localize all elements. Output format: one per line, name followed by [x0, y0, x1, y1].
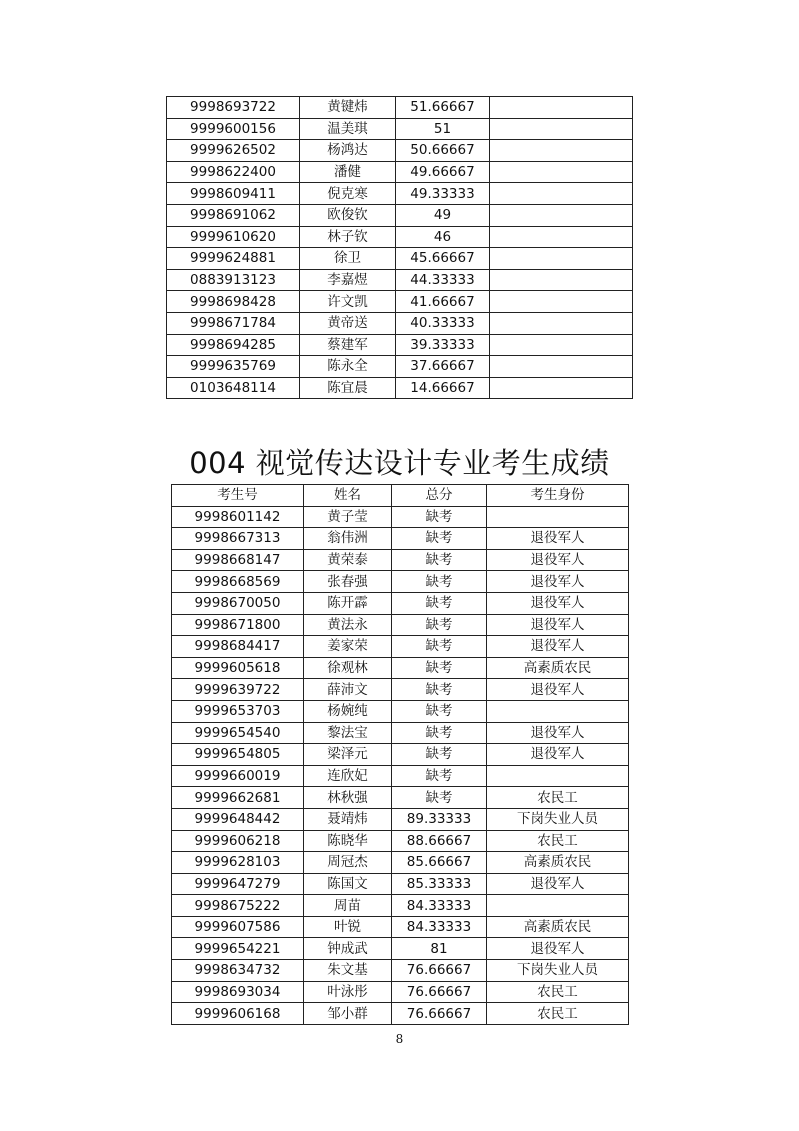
table-row — [172, 614, 629, 636]
cell-total-score: 85.33333 — [392, 873, 487, 895]
cell-name: 杨鸿达 — [300, 140, 396, 162]
cell-exam-number: 9998671784 — [167, 312, 300, 334]
cell-exam-number: 9998684417 — [172, 636, 304, 658]
cell-total-score: 37.66667 — [396, 356, 490, 378]
cell-total-score: 缺考 — [392, 636, 487, 658]
cell-total-score: 缺考 — [392, 614, 487, 636]
cell-name: 姜家荣 — [304, 636, 392, 658]
cell-exam-number: 9999626502 — [167, 140, 300, 162]
cell-name: 周苗 — [304, 895, 392, 917]
cell-total-score: 缺考 — [392, 506, 487, 528]
cell-name: 梁泽元 — [304, 744, 392, 766]
cell-name: 倪克寒 — [300, 183, 396, 205]
cell-candidate-status: 退役军人 — [487, 679, 629, 701]
table-row — [172, 528, 629, 550]
cell-exam-number: 0103648114 — [167, 377, 300, 399]
cell-total-score: 缺考 — [392, 679, 487, 701]
cell-candidate-status: 退役军人 — [487, 571, 629, 593]
cell-name: 薛沛文 — [304, 679, 392, 701]
cell-name: 蔡建军 — [300, 334, 396, 356]
cell-total-score: 46 — [396, 226, 490, 248]
table-row — [167, 269, 633, 291]
cell-exam-number: 9999606218 — [172, 830, 304, 852]
cell-candidate-status — [490, 312, 633, 334]
table-row — [172, 679, 629, 701]
cell-total-score: 89.33333 — [392, 808, 487, 830]
table-row — [172, 938, 629, 960]
cell-exam-number: 9998694285 — [167, 334, 300, 356]
table-row — [172, 700, 629, 722]
cell-name: 欧俊钦 — [300, 204, 396, 226]
cell-exam-number: 9998698428 — [167, 291, 300, 313]
cell-candidate-status — [490, 97, 633, 119]
cell-name: 叶泳彤 — [304, 981, 392, 1003]
cell-candidate-status — [490, 377, 633, 399]
cell-name: 邹小群 — [304, 1003, 392, 1025]
score-table-004 — [171, 484, 629, 1025]
cell-name: 林秋强 — [304, 787, 392, 809]
cell-name: 陈永全 — [300, 356, 396, 378]
cell-exam-number: 9998693034 — [172, 981, 304, 1003]
cell-exam-number: 9999660019 — [172, 765, 304, 787]
cell-name: 徐卫 — [300, 248, 396, 270]
table-row — [172, 506, 629, 528]
cell-exam-number: 9999605618 — [172, 657, 304, 679]
header-exam-number: 考生号 — [172, 485, 304, 507]
cell-candidate-status — [487, 506, 629, 528]
cell-name: 温美琪 — [300, 118, 396, 140]
cell-total-score: 缺考 — [392, 571, 487, 593]
cell-exam-number: 9998693722 — [167, 97, 300, 119]
cell-candidate-status: 下岗失业人员 — [487, 808, 629, 830]
cell-candidate-status: 退役军人 — [487, 528, 629, 550]
cell-total-score: 44.33333 — [396, 269, 490, 291]
table-row — [167, 312, 633, 334]
cell-exam-number: 9999653703 — [172, 700, 304, 722]
cell-total-score: 51.66667 — [396, 97, 490, 119]
cell-candidate-status: 高素质农民 — [487, 852, 629, 874]
table-row — [172, 636, 629, 658]
section-title: 004 视觉传达设计专业考生成绩 — [189, 446, 610, 480]
cell-total-score: 49 — [396, 204, 490, 226]
table-row — [167, 377, 633, 399]
cell-total-score: 缺考 — [392, 592, 487, 614]
cell-candidate-status — [490, 248, 633, 270]
cell-exam-number: 9999600156 — [167, 118, 300, 140]
score-table-body — [172, 506, 629, 1024]
cell-exam-number: 9998671800 — [172, 614, 304, 636]
cell-exam-number: 9999610620 — [167, 226, 300, 248]
table-row — [167, 291, 633, 313]
cell-exam-number: 0883913123 — [167, 269, 300, 291]
cell-total-score: 缺考 — [392, 744, 487, 766]
cell-total-score: 45.66667 — [396, 248, 490, 270]
table-row — [172, 895, 629, 917]
table-row — [167, 161, 633, 183]
cell-candidate-status — [490, 334, 633, 356]
cell-total-score: 缺考 — [392, 528, 487, 550]
cell-candidate-status: 退役军人 — [487, 614, 629, 636]
cell-candidate-status — [490, 356, 633, 378]
score-table-body — [167, 97, 633, 399]
cell-total-score: 缺考 — [392, 787, 487, 809]
table-row — [172, 744, 629, 766]
cell-total-score: 39.33333 — [396, 334, 490, 356]
cell-candidate-status: 退役军人 — [487, 938, 629, 960]
table-row — [172, 571, 629, 593]
cell-name: 翁伟洲 — [304, 528, 392, 550]
cell-candidate-status — [490, 291, 633, 313]
cell-total-score: 缺考 — [392, 657, 487, 679]
cell-candidate-status: 高素质农民 — [487, 916, 629, 938]
table-row — [172, 549, 629, 571]
cell-exam-number: 9998634732 — [172, 960, 304, 982]
cell-exam-number: 9999654221 — [172, 938, 304, 960]
cell-candidate-status: 农民工 — [487, 830, 629, 852]
cell-name: 聂靖炜 — [304, 808, 392, 830]
cell-name: 陈晓华 — [304, 830, 392, 852]
table-row — [172, 592, 629, 614]
cell-name: 陈宜晨 — [300, 377, 396, 399]
cell-name: 连欣妃 — [304, 765, 392, 787]
cell-name: 黄帝送 — [300, 312, 396, 334]
cell-total-score: 76.66667 — [392, 981, 487, 1003]
cell-total-score: 49.66667 — [396, 161, 490, 183]
cell-exam-number: 9998675222 — [172, 895, 304, 917]
cell-name: 黄荣泰 — [304, 549, 392, 571]
table-row — [172, 873, 629, 895]
cell-candidate-status: 退役军人 — [487, 636, 629, 658]
table-row — [172, 852, 629, 874]
cell-name: 叶锐 — [304, 916, 392, 938]
cell-exam-number: 9998622400 — [167, 161, 300, 183]
header-total-score: 总分 — [392, 485, 487, 507]
cell-candidate-status — [487, 700, 629, 722]
cell-exam-number: 9999639722 — [172, 679, 304, 701]
table-row — [172, 808, 629, 830]
cell-candidate-status: 农民工 — [487, 787, 629, 809]
cell-name: 钟成武 — [304, 938, 392, 960]
cell-candidate-status — [490, 140, 633, 162]
table-row — [167, 118, 633, 140]
cell-total-score: 85.66667 — [392, 852, 487, 874]
cell-candidate-status: 高素质农民 — [487, 657, 629, 679]
table-row — [167, 204, 633, 226]
table-row — [172, 960, 629, 982]
cell-name: 杨婉纯 — [304, 700, 392, 722]
cell-name: 李嘉煜 — [300, 269, 396, 291]
table-row — [172, 787, 629, 809]
cell-candidate-status: 退役军人 — [487, 549, 629, 571]
cell-candidate-status — [490, 204, 633, 226]
cell-name: 许文凯 — [300, 291, 396, 313]
table-row — [172, 765, 629, 787]
header-name: 姓名 — [304, 485, 392, 507]
cell-total-score: 缺考 — [392, 722, 487, 744]
cell-name: 陈开霹 — [304, 592, 392, 614]
cell-total-score: 88.66667 — [392, 830, 487, 852]
cell-exam-number: 9998609411 — [167, 183, 300, 205]
cell-exam-number: 9998667313 — [172, 528, 304, 550]
cell-exam-number: 9999648442 — [172, 808, 304, 830]
cell-name: 陈国文 — [304, 873, 392, 895]
cell-candidate-status — [490, 269, 633, 291]
table-row — [172, 981, 629, 1003]
table-row — [167, 226, 633, 248]
cell-total-score: 缺考 — [392, 549, 487, 571]
cell-candidate-status — [487, 895, 629, 917]
cell-exam-number: 9998668147 — [172, 549, 304, 571]
cell-name: 潘健 — [300, 161, 396, 183]
cell-candidate-status: 退役军人 — [487, 744, 629, 766]
cell-name: 朱文基 — [304, 960, 392, 982]
cell-candidate-status: 退役军人 — [487, 722, 629, 744]
table-row — [167, 334, 633, 356]
cell-name: 黄子莹 — [304, 506, 392, 528]
cell-total-score: 缺考 — [392, 765, 487, 787]
cell-exam-number: 9999628103 — [172, 852, 304, 874]
cell-name: 周冠杰 — [304, 852, 392, 874]
table-row — [172, 657, 629, 679]
cell-exam-number: 9999662681 — [172, 787, 304, 809]
cell-exam-number: 9999654540 — [172, 722, 304, 744]
cell-candidate-status — [490, 183, 633, 205]
cell-name: 徐观林 — [304, 657, 392, 679]
cell-total-score: 76.66667 — [392, 1003, 487, 1025]
score-table-continued — [166, 96, 633, 399]
cell-exam-number: 9999624881 — [167, 248, 300, 270]
cell-name: 林子钦 — [300, 226, 396, 248]
cell-exam-number: 9998670050 — [172, 592, 304, 614]
cell-exam-number: 9999647279 — [172, 873, 304, 895]
cell-total-score: 81 — [392, 938, 487, 960]
cell-exam-number: 9998601142 — [172, 506, 304, 528]
cell-candidate-status: 下岗失业人员 — [487, 960, 629, 982]
table-row — [167, 183, 633, 205]
cell-total-score: 41.66667 — [396, 291, 490, 313]
cell-candidate-status — [490, 161, 633, 183]
cell-candidate-status — [487, 765, 629, 787]
cell-candidate-status: 农民工 — [487, 1003, 629, 1025]
header-candidate-status: 考生身份 — [487, 485, 629, 507]
cell-total-score: 缺考 — [392, 700, 487, 722]
table-row — [172, 722, 629, 744]
table-row — [172, 916, 629, 938]
cell-name: 黄法永 — [304, 614, 392, 636]
table-header-row — [172, 485, 629, 507]
cell-exam-number: 9999654805 — [172, 744, 304, 766]
cell-total-score: 40.33333 — [396, 312, 490, 334]
cell-total-score: 14.66667 — [396, 377, 490, 399]
cell-candidate-status: 农民工 — [487, 981, 629, 1003]
cell-candidate-status: 退役军人 — [487, 873, 629, 895]
cell-exam-number: 9999606168 — [172, 1003, 304, 1025]
table-row — [167, 248, 633, 270]
cell-total-score: 51 — [396, 118, 490, 140]
cell-candidate-status: 退役军人 — [487, 592, 629, 614]
cell-exam-number: 9999607586 — [172, 916, 304, 938]
cell-exam-number: 9999635769 — [167, 356, 300, 378]
table-row — [167, 140, 633, 162]
page-number: 8 — [395, 1032, 404, 1046]
cell-candidate-status — [490, 118, 633, 140]
cell-total-score: 84.33333 — [392, 895, 487, 917]
table-row — [172, 1003, 629, 1025]
table-row — [172, 830, 629, 852]
cell-total-score: 49.33333 — [396, 183, 490, 205]
cell-total-score: 84.33333 — [392, 916, 487, 938]
cell-exam-number: 9998691062 — [167, 204, 300, 226]
cell-name: 张春强 — [304, 571, 392, 593]
cell-total-score: 50.66667 — [396, 140, 490, 162]
cell-candidate-status — [490, 226, 633, 248]
table-row — [167, 356, 633, 378]
cell-name: 黎法宝 — [304, 722, 392, 744]
cell-name: 黄键炜 — [300, 97, 396, 119]
cell-exam-number: 9998668569 — [172, 571, 304, 593]
table-row — [167, 97, 633, 119]
cell-total-score: 76.66667 — [392, 960, 487, 982]
